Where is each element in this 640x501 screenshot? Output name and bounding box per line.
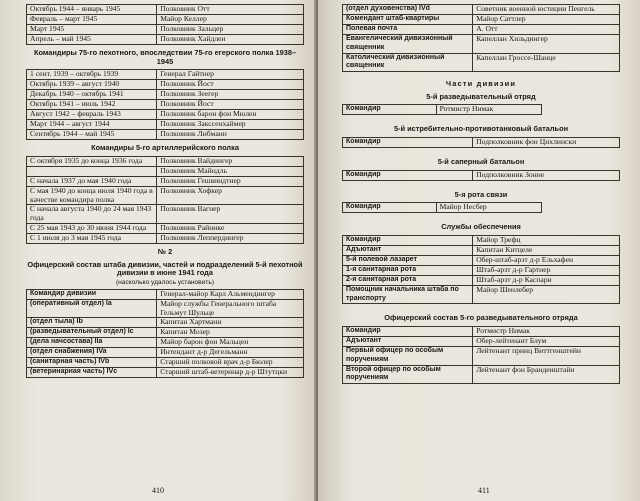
row-label-cell: Второй офицер по особым поручениям <box>343 365 473 384</box>
row-label-cell: Февраль – март 1945 <box>27 15 157 25</box>
table-row <box>343 255 620 265</box>
row-value-cell: Обер-штаб-арзт д-р Ельхафен <box>473 255 620 265</box>
table-row <box>27 120 304 130</box>
row-label-cell: Командир <box>343 235 473 245</box>
table-row <box>343 105 542 115</box>
heading-recon: 5-й разведывательный отряд <box>426 91 536 101</box>
page-number-right: 411 <box>478 486 490 495</box>
row-value-cell: Капитан Китцеле <box>473 245 620 255</box>
table-top-right <box>342 4 620 72</box>
row-value-cell: Штаб-арзт д-р Гартнер <box>473 265 620 275</box>
row-label-cell: Католический дивизионный священник <box>343 53 473 72</box>
row-value-cell: Старший штаб-ветеринар д-р Штутцки <box>157 368 304 378</box>
row-label-cell: Октябрь 1944 – январь 1945 <box>27 5 157 15</box>
row-value-cell: Лейтенант фон Бранденштайн <box>473 365 620 384</box>
row-value-cell: Майор службы Генерального штаба Гельмут Шульце <box>157 299 304 318</box>
row-label-cell: (отдел тыла) Ib <box>27 318 157 328</box>
table-row <box>343 365 620 384</box>
row-label-cell: Командир <box>343 170 473 180</box>
row-value-cell: Капитан Мозер <box>157 328 304 338</box>
row-value-cell: Ротмистр Нимак <box>436 105 542 115</box>
heading-signal: 5-я рота связи <box>454 189 508 199</box>
table-row <box>27 35 304 45</box>
row-value-cell: Штаб-арзт д-р Каспари <box>473 275 620 285</box>
table-row <box>343 53 620 72</box>
row-value-cell: Полковник Гешвиндтнер <box>157 176 304 186</box>
row-value-cell: Полковник Майндль <box>157 166 304 176</box>
row-value-cell: Полковник Хайдлен <box>157 35 304 45</box>
table-row <box>27 80 304 90</box>
table-row <box>343 235 620 245</box>
table-row <box>27 289 304 299</box>
table-row <box>343 35 620 54</box>
row-label-cell: Декабрь 1940 – октябрь 1941 <box>27 90 157 100</box>
row-value-cell: А. Отт <box>473 25 620 35</box>
table-row <box>27 5 304 15</box>
table-row <box>27 328 304 338</box>
left-page <box>0 0 318 501</box>
row-label-cell: 5-й полевой лазарет <box>343 255 473 265</box>
row-label-cell: Командир дивизии <box>27 289 157 299</box>
table-row <box>27 186 304 205</box>
row-label-cell: 1 сент. 1939 – октябрь 1939 <box>27 70 157 80</box>
row-value-cell: Генерал-майор Карл Альмендингер <box>157 289 304 299</box>
page-number-left: 410 <box>152 486 164 495</box>
row-value-cell: Полковник Отт <box>157 5 304 15</box>
table-75-regiment <box>26 69 304 140</box>
row-label-cell: С 25 мая 1943 до 30 июня 1944 года <box>27 223 157 233</box>
row-value-cell: Полковник Зальцер <box>157 25 304 35</box>
row-label-cell: (отдел духовенства) IVd <box>343 5 473 15</box>
row-label-cell: Комендант штаб-квартиры <box>343 15 473 25</box>
heading-75-regiment: Командиры 75-го пехотного, впоследствии 75-го егерского полка 1938–1945 <box>33 48 297 66</box>
row-value-cell: Полковник Йост <box>157 80 304 90</box>
row-label-cell: Командир <box>343 203 437 213</box>
row-label-cell: Октябрь 1939 – август 1940 <box>27 80 157 90</box>
table-row <box>27 166 304 176</box>
heading-supply: Службы обеспечения <box>441 222 521 232</box>
row-label-cell: (ветеринарная часть) IVc <box>27 368 157 378</box>
table-row <box>343 245 620 255</box>
right-page <box>318 0 640 501</box>
table-row <box>343 326 620 336</box>
row-value-cell: Генерал Гайтнер <box>157 70 304 80</box>
row-value-cell: Майор барон фон Мальцен <box>157 338 304 348</box>
row-label-cell: Сентябрь 1944 – май 1945 <box>27 130 157 140</box>
row-label-cell: С начала 1937 до мая 1940 года <box>27 176 157 186</box>
row-label-cell: Адъютант <box>343 245 473 255</box>
row-label-cell: Март 1945 <box>27 25 157 35</box>
table-recon-staff <box>342 326 620 384</box>
row-label-cell: Командир <box>343 105 437 115</box>
table-row <box>27 233 304 243</box>
row-label-cell: Командир <box>343 326 473 336</box>
table-sapper <box>342 170 620 181</box>
row-value-cell: Капеллан Гроссе-Шанце <box>473 53 620 72</box>
table-row <box>343 265 620 275</box>
row-label-cell: (отдел снабжения) IVa <box>27 348 157 358</box>
row-value-cell: Капеллан Хильдингер <box>473 35 620 54</box>
table-row <box>343 15 620 25</box>
table-row <box>343 25 620 35</box>
row-value-cell: Ротмистр Нимак <box>473 326 620 336</box>
row-label-cell: С 1 июля до 3 мая 1945 года <box>27 233 157 243</box>
row-label-cell: (санитарная часть) IVb <box>27 358 157 368</box>
table-signal <box>342 202 542 213</box>
table-row <box>27 90 304 100</box>
table-row <box>27 358 304 368</box>
table-row <box>27 205 304 224</box>
row-label-cell: 2-я санитарная рота <box>343 275 473 285</box>
heading-artillery: Командиры 5-го артиллерийского полка <box>91 143 239 153</box>
row-label-cell: Полевая почта <box>343 25 473 35</box>
row-label-cell: Адъютант <box>343 336 473 346</box>
row-label-cell: 1-я санитарная рота <box>343 265 473 275</box>
table-row <box>27 15 304 25</box>
table-row <box>27 130 304 140</box>
table-row <box>343 275 620 285</box>
row-label-cell: Командир <box>343 137 473 147</box>
row-label-cell: (оперативный отдел) Ia <box>27 299 157 318</box>
table-row <box>27 368 304 378</box>
row-label-cell <box>27 166 157 176</box>
table-row <box>27 299 304 318</box>
row-value-cell: Лейтенант принц Виттгенштейн <box>473 346 620 365</box>
table-row <box>343 170 620 180</box>
row-label-cell: Евангелический дивизионный священник <box>343 35 473 54</box>
table-row <box>27 100 304 110</box>
row-value-cell: Подполковник фон Цихлински <box>473 137 620 147</box>
row-value-cell: Старший полковой врач д-р Бюлер <box>157 358 304 368</box>
row-label-cell: Август 1942 – февраль 1943 <box>27 110 157 120</box>
row-value-cell: Полковник Леппердингер <box>157 233 304 243</box>
row-label-cell: Март 1944 – август 1944 <box>27 120 157 130</box>
table-row <box>27 110 304 120</box>
row-value-cell: Советник военной юстиции Пенгель <box>473 5 620 15</box>
table-row <box>27 338 304 348</box>
row-value-cell: Полковник Закссенхаймер <box>157 120 304 130</box>
table-row <box>27 176 304 186</box>
table-row <box>343 346 620 365</box>
row-label-cell: С октября 1935 до конца 1936 года <box>27 156 157 166</box>
table-row <box>27 156 304 166</box>
note-staff: (насколько удалось установить) <box>115 278 215 286</box>
table-row <box>343 336 620 346</box>
table-supply <box>342 235 620 305</box>
table-row <box>343 137 620 147</box>
table-row <box>27 223 304 233</box>
heading-units: Части дивизии <box>445 79 517 89</box>
row-value-cell: Майор Несбер <box>436 203 542 213</box>
heading-sapper: 5-й саперный батальон <box>437 156 525 166</box>
row-value-cell: Интендант д-р Дегельманн <box>157 348 304 358</box>
row-label-cell: Октябрь 1941 – июль 1942 <box>27 100 157 110</box>
row-value-cell: Полковник Вайдингер <box>157 156 304 166</box>
table-staff <box>26 289 304 379</box>
table-row <box>343 203 542 213</box>
row-value-cell: Подполковник Зонне <box>473 170 620 180</box>
row-value-cell: Майор Келлер <box>157 15 304 25</box>
row-label-cell: (разведывательный отдел) Ic <box>27 328 157 338</box>
table-row <box>27 70 304 80</box>
row-value-cell: Полковник Райнике <box>157 223 304 233</box>
row-value-cell: Полковник Либманн <box>157 130 304 140</box>
row-label-cell: С начала августа 1940 до 24 мая 1943 года <box>27 205 157 224</box>
table-row <box>27 25 304 35</box>
heading-staff: Офицерский состав штаба дивизии, частей и подразделений 5-й пехотной дивизии в июне 1941 года <box>27 259 303 278</box>
table-row <box>343 5 620 15</box>
row-value-cell: Полковник Хофкер <box>157 186 304 205</box>
row-value-cell: Капитан Хартманн <box>157 318 304 328</box>
table-row <box>27 318 304 328</box>
row-value-cell: Майор Саттлер <box>473 15 620 25</box>
row-label-cell: Помощник начальника штаба по транспорту <box>343 285 473 304</box>
row-value-cell: Полковник барон фон Мюлен <box>157 110 304 120</box>
table-artillery <box>26 156 304 244</box>
row-value-cell: Полковник Йост <box>157 100 304 110</box>
row-value-cell: Полковник Зеегер <box>157 90 304 100</box>
table-row <box>343 285 620 304</box>
row-label-cell: С мая 1940 до конца июля 1940 года в качестве командира полка <box>27 186 157 205</box>
table-recon <box>342 104 542 115</box>
heading-recon-staff: Офицерский состав 5-го разведывательного отряда <box>384 313 578 323</box>
row-value-cell: Майор Трефц <box>473 235 620 245</box>
row-label-cell: Первый офицер по особым поручениям <box>343 346 473 365</box>
table-row <box>27 348 304 358</box>
heading-antitank: 5-й истребительно-противотанковый батальон <box>393 124 569 134</box>
row-value-cell: Майор Шенлебер <box>473 285 620 304</box>
row-label-cell: (дела начсостава) IIa <box>27 338 157 348</box>
row-value-cell: Обер-лейтенант Блум <box>473 336 620 346</box>
table-antitank <box>342 137 620 148</box>
section-number: № 2 <box>157 246 173 256</box>
row-value-cell: Полковник Вагнер <box>157 205 304 224</box>
row-label-cell: Апрель – май 1945 <box>27 35 157 45</box>
table-top-left <box>26 4 304 45</box>
